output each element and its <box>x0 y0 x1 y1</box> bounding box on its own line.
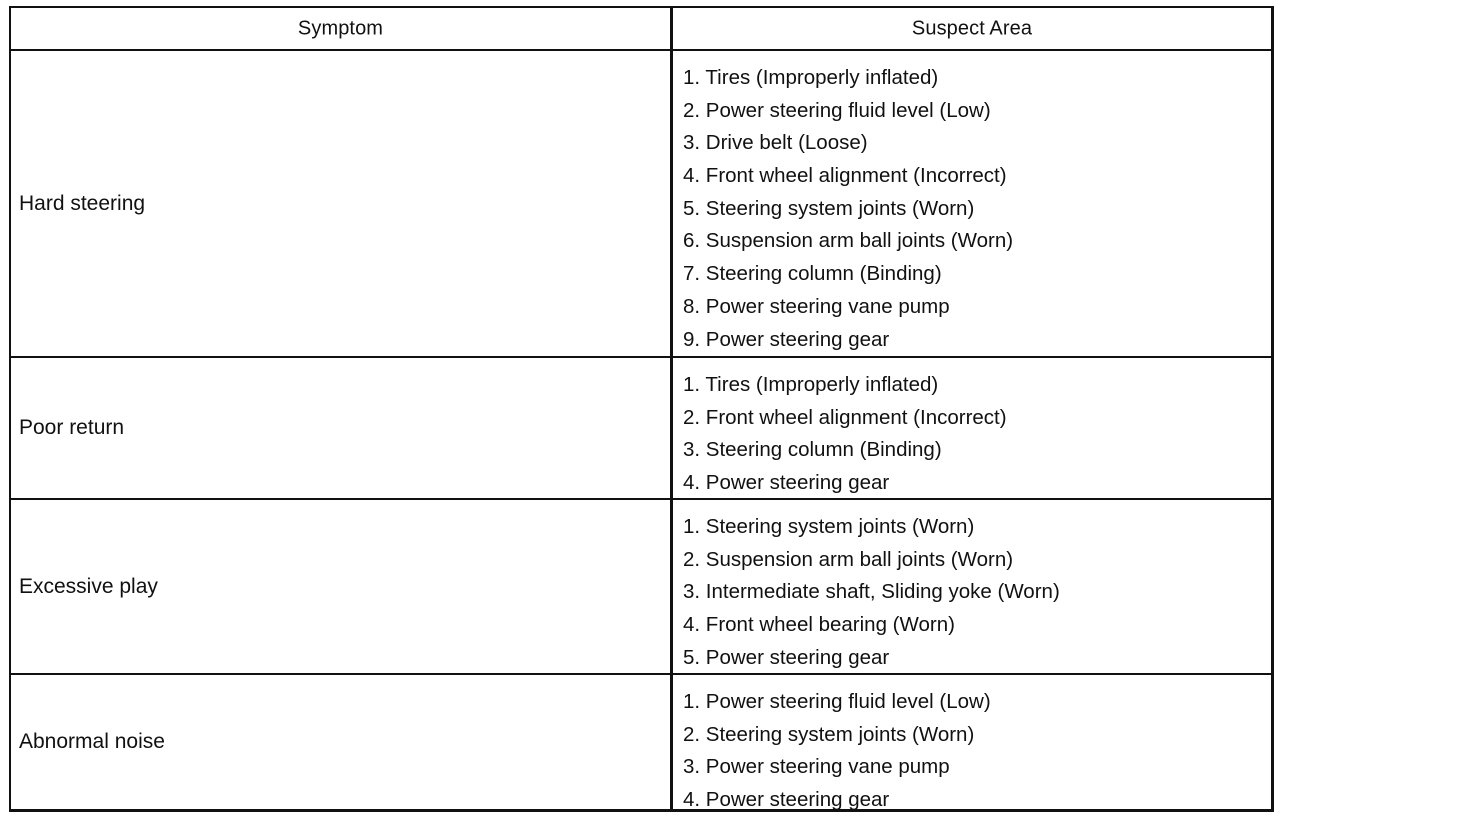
table-header-row <box>11 8 1271 51</box>
symptom-cell <box>11 358 673 498</box>
suspect-item: 3. Steering column (Binding) <box>683 438 942 462</box>
suspect-item: 9. Power steering gear <box>683 327 890 351</box>
symptom-cell <box>11 500 673 673</box>
table-row <box>11 500 1271 675</box>
suspect-item: 6. Suspension arm ball joints (Worn) <box>683 229 1014 253</box>
header-suspect-area-label: Suspect Area <box>911 17 1033 39</box>
suspect-area-cell <box>673 358 1271 498</box>
header-symptom-label: Symptom <box>297 17 384 39</box>
suspect-area-cell <box>673 675 1271 812</box>
suspect-list <box>683 511 1060 674</box>
header-cell-suspect-area <box>673 8 1271 49</box>
symptom-label: Abnormal noise <box>19 730 165 753</box>
suspect-area-cell <box>673 51 1271 356</box>
suspect-item: 1. Tires (Improperly inflated) <box>683 373 939 396</box>
suspect-item: 3. Power steering vane pump <box>683 755 950 779</box>
symptom-label: Excessive play <box>19 574 158 598</box>
suspect-item: 4. Power steering gear <box>683 471 890 495</box>
suspect-list <box>683 686 991 817</box>
suspect-item: 2. Steering system joints (Worn) <box>683 722 975 746</box>
suspect-item: 1. Power steering fluid level (Low) <box>683 690 991 713</box>
suspect-item: 1. Steering system joints (Worn) <box>683 515 975 538</box>
table-row <box>11 675 1271 812</box>
suspect-item: 4. Power steering gear <box>683 788 890 812</box>
suspect-item: 4. Front wheel bearing (Worn) <box>683 613 955 637</box>
suspect-item: 7. Steering column (Binding) <box>683 262 942 286</box>
suspect-item: 2. Suspension arm ball joints (Worn) <box>683 547 1014 571</box>
suspect-item: 4. Front wheel alignment (Incorrect) <box>683 164 1007 188</box>
suspect-list <box>683 62 1013 356</box>
suspect-item: 2. Power steering fluid level (Low) <box>683 98 991 122</box>
suspect-area-cell <box>673 500 1271 673</box>
suspect-item: 1. Tires (Improperly inflated) <box>683 66 939 89</box>
troubleshooting-table <box>9 6 1274 812</box>
symptom-cell <box>11 51 673 356</box>
table-row <box>11 51 1271 358</box>
suspect-item: 3. Drive belt (Loose) <box>683 131 868 155</box>
header-cell-symptom <box>11 8 673 49</box>
symptom-cell <box>11 675 673 809</box>
suspect-item: 5. Power steering gear <box>683 645 890 669</box>
suspect-list <box>683 369 1007 500</box>
suspect-item: 3. Intermediate shaft, Sliding yoke (Worn) <box>683 580 1060 604</box>
suspect-item: 8. Power steering vane pump <box>683 294 950 318</box>
symptom-label: Poor return <box>19 416 125 439</box>
suspect-item: 5. Steering system joints (Worn) <box>683 196 975 220</box>
suspect-item: 2. Front wheel alignment (Incorrect) <box>683 405 1007 429</box>
symptom-label: Hard steering <box>19 191 146 215</box>
table-row <box>11 358 1271 500</box>
